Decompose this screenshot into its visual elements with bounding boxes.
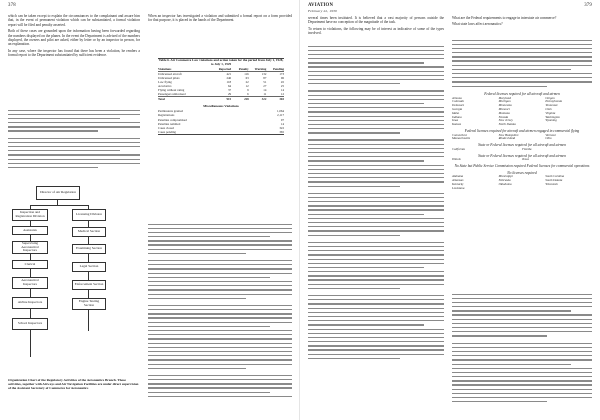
- right-page-closing-lines: [452, 292, 592, 404]
- table-cell: 915: [226, 97, 232, 102]
- list-item: Wisconsin: [545, 181, 558, 186]
- table-cell: 27: [263, 83, 267, 88]
- table-cell: 87: [263, 75, 267, 80]
- right-page-first-column-lines: [308, 44, 444, 361]
- list-item: Delaware: [452, 103, 465, 108]
- table-header-cell: Reported: [218, 66, 232, 71]
- table-header-cell: Warning: [254, 66, 267, 71]
- list-item: Washington: [545, 114, 560, 119]
- table-cell: Low flying: [158, 79, 172, 84]
- table-cell: Penalties remitted: [158, 121, 181, 126]
- table-cell: 322: [261, 97, 267, 102]
- list-item: Idaho: [452, 110, 460, 115]
- list-item: Massachusetts: [452, 136, 471, 141]
- magazine-header: AVIATION: [308, 3, 334, 8]
- paragraph: several times been instituted. It is believed that a vast majority of persons outside the Department have no conception of the magnitude of the task.: [308, 16, 444, 25]
- list-item: Minnesota: [498, 103, 512, 108]
- table-cell: Total: [158, 97, 165, 102]
- list-item: Michigan: [498, 99, 511, 104]
- table-cell: 51: [263, 79, 267, 84]
- table-cell: 12: [245, 83, 249, 88]
- federal-list-title: Federal licenses required for all aircraft and airmen: [484, 92, 560, 96]
- list-item: Utah: [545, 106, 552, 111]
- issue-date: February 22, 1930: [308, 9, 337, 13]
- table-cell: 25: [280, 83, 284, 88]
- right-page-number: 379: [584, 3, 592, 8]
- paragraph: which can be taken except to explain the circumstances to the complainant and assure him that, in the event of permanent violation which can be substantiated, a formal violation report will be filed and penalty asserted.: [8, 14, 140, 27]
- list-item: Oklahoma: [498, 181, 512, 186]
- state-list-title: State or Federal licenses required for all aircraft and airmen: [478, 143, 566, 148]
- list-item: Illinois: [452, 157, 461, 162]
- table-total-row: [158, 96, 284, 101]
- state-list-2-title: State or Federal licenses required for all aircraft and airmen: [478, 153, 566, 158]
- table-cell: Cases closed: [158, 125, 174, 130]
- misc-violations-title: Miscellaneous Violations: [203, 104, 239, 109]
- table-cell: 132: [261, 71, 267, 76]
- list-item: South Carolina: [545, 174, 565, 179]
- list-item: Ohio: [545, 136, 552, 141]
- no-state-list-title: No State but Public Service Commission required Federal licenses for commercial operations: [454, 163, 590, 168]
- table-cell: Flying without rating: [158, 88, 185, 93]
- table-header-cell: Pending: [273, 66, 284, 71]
- table-cell: 14: [263, 88, 267, 93]
- table-cell: Unlicensed aircraft: [158, 71, 182, 76]
- list-item: South Dakota: [545, 177, 563, 182]
- table-cell: Cases pending: [158, 129, 176, 134]
- table-cell: 97: [280, 117, 284, 122]
- table-cell: 246: [226, 75, 232, 80]
- paragraph: In any case, where the inspector has found that there has been a violation, he renders a formal report to the Department substantiated by sufficient evidence.: [8, 48, 140, 58]
- table-row: [158, 130, 284, 134]
- list-item: Connecticut: [452, 132, 467, 137]
- org-box-licensing: Licensing Division: [72, 209, 106, 221]
- table-cell: 63: [245, 75, 249, 80]
- table-cell: Passengers unlicensed: [158, 92, 186, 97]
- list-item: Kentucky: [452, 181, 464, 186]
- paragraph: What are the Federal requirements to engage in interstate air commerce?: [452, 16, 557, 20]
- table-cell: 12: [280, 92, 284, 97]
- table-cell: 228: [244, 97, 249, 102]
- no-licenses-states-list: [452, 175, 592, 190]
- list-item: Virginia: [545, 110, 556, 115]
- list-item: Missouri: [498, 106, 510, 111]
- table-cell: 365: [279, 129, 284, 134]
- table-cell: 118: [226, 79, 232, 84]
- table-cell: Permissions granted: [158, 109, 184, 114]
- org-box-airline-inspectors: Airline Inspectors: [12, 297, 48, 309]
- table-cell: 1,064: [277, 109, 284, 114]
- state-states-list: [452, 148, 592, 152]
- table-header-cell: Penalty: [238, 66, 249, 71]
- table-cell: 64: [227, 83, 232, 88]
- list-item: Wyoming: [545, 118, 557, 123]
- table-cell: Penalties compromised: [158, 117, 187, 122]
- table-cell: 2,117: [277, 113, 284, 118]
- list-item: Arkansas: [452, 177, 464, 182]
- paragraph: When an inspector has investigated a violation and submitted a formal report on a form provided for that purpose, it is placed in the hands of the Department.: [148, 14, 292, 23]
- table-cell: 29: [227, 92, 232, 97]
- table-cell: 14: [280, 88, 284, 93]
- table-cell: 6: [247, 92, 249, 97]
- table-cell: 11: [263, 92, 267, 97]
- paragraph: What state laws affect aeronautics?: [452, 22, 503, 27]
- org-box-engine-testing: Engine Testing Section: [72, 298, 106, 310]
- list-item: Louisiana: [452, 185, 465, 190]
- list-item: New Jersey: [498, 118, 513, 123]
- list-item: Rhode Island: [498, 136, 516, 141]
- left-page-number: 378: [8, 3, 16, 8]
- table-header-cell: Violations: [158, 66, 172, 71]
- table-cell: 22: [245, 79, 249, 84]
- org-box-assistants: Assistants: [12, 226, 48, 235]
- list-item: North Dakota: [498, 122, 516, 127]
- org-box-medical: Medical Section: [72, 227, 106, 237]
- table-cell: Unlicensed pilots: [158, 75, 180, 80]
- no-licenses-list-title: No licenses required: [507, 170, 537, 175]
- list-item: Nebraska: [498, 177, 511, 182]
- table-cell: 322: [279, 125, 284, 130]
- list-item: Arizona: [452, 95, 462, 100]
- state-2-states-list: [452, 158, 592, 162]
- org-box-legal: Legal Section: [72, 262, 106, 272]
- table-cell: 173: [279, 71, 284, 76]
- org-box-examining: Examining Section: [72, 244, 106, 254]
- org-box-director: Director of Air Regulation: [36, 186, 80, 200]
- left-page-second-column: [148, 14, 292, 54]
- federal-commercial-states-list: [452, 134, 592, 142]
- org-box-school-inspectors: School Inspectors: [12, 318, 48, 330]
- list-item: Colorado: [452, 99, 464, 104]
- list-item: Iowa: [452, 118, 459, 123]
- state-license-lists: [452, 92, 592, 190]
- list-item: Mississippi: [498, 174, 513, 179]
- federal-states-list: [452, 97, 592, 127]
- list-item: Kansas: [452, 122, 462, 127]
- table-title: Table 6. Air Commerce Law violations and action taken for the period from July 1, 1928, to July 1, 1929: [158, 58, 284, 66]
- org-chart-caption: Organization Chart of the Regulatory Activities of the Aeronautics Branch. These activities, together with Airways and Air Navigation Facilities are under direct supervision of the Assistant Secretary of Commerce for Aeronautics: [8, 378, 139, 390]
- table-cell: Acrobatics: [158, 83, 172, 88]
- list-item: Nevada: [498, 114, 509, 119]
- table-cell: Registrations: [158, 113, 175, 118]
- table-cell: 14: [280, 121, 284, 126]
- right-page-second-column: [452, 16, 592, 36]
- list-item: Georgia: [452, 106, 463, 111]
- list-item: Oregon: [545, 95, 555, 100]
- org-box-supervising: Supervising Aeronautical Inspectors: [12, 241, 48, 254]
- org-box-clerical: Clerical: [12, 260, 48, 269]
- list-item: Texas: [522, 157, 529, 162]
- table-cell: 37: [227, 88, 232, 93]
- table-cell: 421: [226, 71, 232, 76]
- violations-table: [158, 58, 284, 135]
- org-box-aero-inspectors: Aeronautical Inspectors: [12, 277, 48, 289]
- federal-commercial-list-title: Federal licenses required for aircraft and airmen engaged in commercial flying: [464, 128, 580, 133]
- right-page-second-column-lines: [452, 38, 592, 88]
- list-item: Indiana: [452, 114, 462, 119]
- table-cell: 365: [279, 97, 284, 102]
- list-item: Alabama: [452, 174, 464, 179]
- list-item: Montana: [498, 110, 510, 115]
- left-column-text: [8, 14, 140, 106]
- left-column-body-lines: [8, 108, 140, 170]
- table-row: [158, 92, 284, 96]
- list-item: Florida: [522, 146, 532, 151]
- list-item: Vermont: [545, 132, 556, 137]
- table-cell: 96: [280, 75, 284, 80]
- table-cell: 116: [244, 71, 249, 76]
- right-page: [300, 0, 600, 420]
- left-page-second-column-lines: [148, 222, 292, 399]
- list-item: New Hampshire: [498, 132, 519, 137]
- list-item: Maryland: [498, 95, 511, 100]
- org-box-enforcement: Enforcement Section: [72, 280, 106, 290]
- list-item: Tennessee: [545, 103, 558, 108]
- paragraph: Both of these cases are grounded upon the information having been forwarded regarding the numbers displayed on the planes. In the event the Department is advised of the numbers displayed, the owners and pilot are asked, either by letter or by an inspector in person, for an explanation.: [8, 29, 140, 47]
- right-page-first-column: [308, 16, 444, 40]
- list-item: California: [452, 146, 465, 151]
- table-cell: 45: [280, 79, 284, 84]
- list-item: Pennsylvania: [545, 99, 563, 104]
- table-cell: 9: [247, 88, 249, 93]
- org-box-inspection: Inspection and Registration Division: [12, 209, 48, 221]
- paragraph: To return to violations, the following may be of interest as indicative of some of the types involved.: [308, 26, 444, 36]
